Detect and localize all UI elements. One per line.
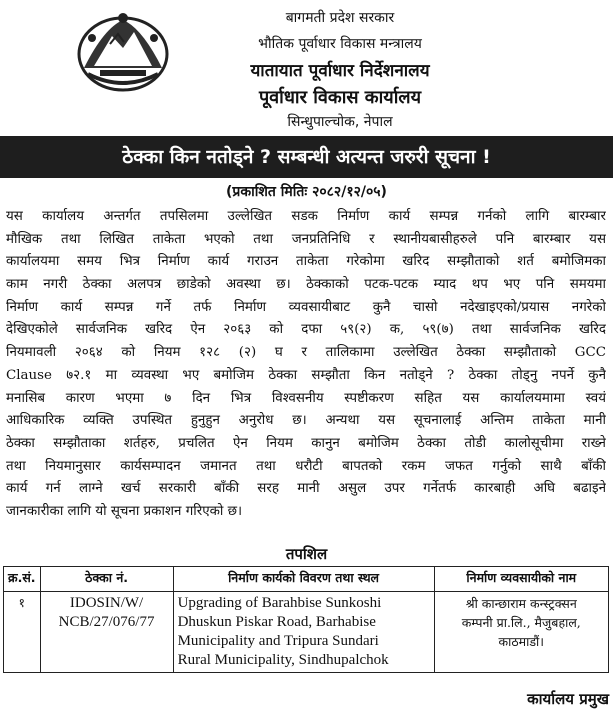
table-row [4,592,609,673]
contractor-line: श्री कान्छाराम कन्स्ट्रक्सन [465,596,577,611]
office-chief-signatory: कार्यालय प्रमुख [527,690,609,708]
body-line: ठेक्का सम्झौताका शर्तहरु, प्रचलित ऐन नियम कानुन बमोजिम ठेक्का तोडी कालोसूचीमा राख्ने [6,435,606,451]
office-location: सिन्धुपाल्चोक, नेपाल [287,114,393,130]
body-line: जानकारीका लागि यो सूचना प्रकाशन गरिएको छ। [6,503,243,519]
body-line: तथा नियमानुसार कार्यसम्पादन जमानत तथा धरौटी बापतको रकम जफत गर्नुको साथै बाँकी [6,458,606,474]
notice-body [6,206,606,524]
contract-number-line: NCB/27/076/77 [58,614,155,630]
body-line: देखिएकोले सार्वजनिक खरिद ऐन २०६३ को दफा ५९(२) क, ५९(७) तथा सार्वजनिक खरिद [6,322,606,338]
contractor-line: काठमाडौं। [498,634,545,649]
description-line: Dhuskun Piskar Road, Barhabise [177,614,376,630]
schedule-title: तपशिल [285,545,328,563]
table-header-row [4,567,609,592]
contract-number-line: IDOSIN/W/ [69,595,144,611]
column-header-description: निर्माण कार्यको विवरण तथा स्थल [173,567,434,592]
body-line: यस कार्यालय अन्तर्गत तपसिलमा उल्लेखित सडक निर्माण कार्य सम्पन्न गर्नको लागि बारम्बार [6,209,606,224]
notice-title-banner: ठेक्का किन नतोड्ने ? सम्बन्धी अत्यन्त जरुरी सूचना ! [0,136,613,178]
province-government-line: बागमती प्रदेश सरकार [285,10,395,26]
body-line: मौखिक तथा लिखित ताकेता भएको तथा जनप्रतिनिधि र स्थानीयबासीहरुले पनि बारम्बार यस [6,231,606,247]
column-header-contract-no: ठेक्का नं. [40,567,173,592]
contract-number-cell [40,592,173,673]
schedule-table [3,566,609,673]
column-header-sn: क्र.सं. [4,567,41,592]
body-line: निर्माण कार्य सम्पन्न गर्ने तर्फ निर्माण व्यवसायीबाट कुनै चासो नदेखाइएको/प्रयास नगरेको [6,299,606,315]
publication-date: (प्रकाशित मितिः २०८२/१२/०५) [226,184,387,200]
directorate-line: यातायात पूर्वाधार निर्देशनालय [250,61,430,81]
office-name: पूर्वाधार विकास कार्यालय [258,87,422,108]
contractor-name-cell [434,592,608,673]
body-line: मनासिब कारण भएमा ७ दिन भित्र विश्वसनीय स्पष्टीकरण सहित यस कार्यालयमामा स्वयं [6,390,606,406]
body-line: काम नगरी ठेक्का अलपत्र छाडेको अवस्था छ। ठेक्काको पटक-पटक म्याद थप भए पनि समयमा [6,277,606,293]
body-line: कार्य गर्न लाग्ने खर्च सरकारी बाँकी सरह मानी असुल उपर गर्नेतर्फ कारबाही अघि बढाइने [6,481,606,497]
body-line: कार्यालयमा समय भित्र निर्माण कार्य गराउन ताकेता गरेकोमा खरिद सम्झौताको शर्त बमोजिमका [6,254,606,270]
description-line: Rural Municipality, Sindhupalchok [177,652,389,668]
description-line: Upgrading of Barahbise Sunkoshi [177,595,382,611]
description-line: Municipality and Tripura Sundari [177,633,379,649]
contractor-line: कम्पनी प्रा.लि., मैजुबहाल, [461,615,581,630]
body-line: Clause ७२.१ मा व्यवस्था भए बमोजिम ठेक्का सम्झौता किन नतोड्ने ? ठेक्का तोड्नु नपर्ने कुनै [6,367,606,383]
body-line: नियमावली २०६४ को नियम १२८ (२) घ र तालिकामा उल्लेखित ठेक्का सम्झौताको GCC [6,345,606,361]
notice-header [0,0,613,135]
serial-number-cell: १ [4,592,41,673]
body-line: आधिकारिक व्यक्ति उपस्थित हुनुहुन अनुरोध छ। अन्यथा यस सूचनालाई अन्तिम ताकेता मानी [6,413,606,429]
work-description-cell [173,592,434,673]
column-header-contractor: निर्माण व्यवसायीको नाम [434,567,608,592]
ministry-line: भौतिक पूर्वाधार विकास मन्त्रालय [258,36,422,52]
